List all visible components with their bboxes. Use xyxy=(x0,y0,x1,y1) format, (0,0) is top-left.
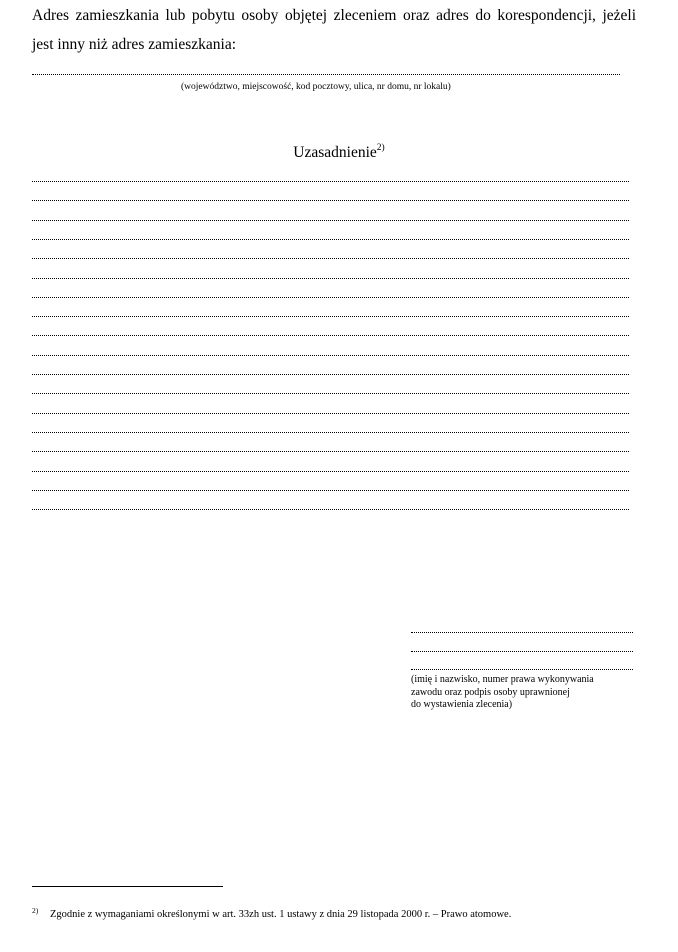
justification-fill-line[interactable] xyxy=(32,432,629,433)
footnote xyxy=(32,908,511,921)
signature-caption-line: (imię i nazwisko, numer prawa wykonywania xyxy=(411,674,594,685)
justification-fill-line[interactable] xyxy=(32,181,629,182)
address-prompt-line-1: Adres zamieszkania lub pobytu osoby objętej zleceniem oraz adres do korespondencji, jeżeli xyxy=(32,7,636,24)
justification-fill-line[interactable] xyxy=(32,278,629,279)
signature-caption-line: zawodu oraz podpis osoby uprawnionej xyxy=(411,686,570,698)
justification-footnote-ref: 2) xyxy=(376,143,385,153)
signature-fill-line[interactable] xyxy=(411,651,633,652)
justification-title-text: Uzasadnienie xyxy=(293,144,377,161)
justification-fill-line[interactable] xyxy=(32,393,629,394)
justification-fill-line[interactable] xyxy=(32,509,629,510)
justification-fill-line[interactable] xyxy=(32,471,629,472)
footnote-mark: 2) xyxy=(32,906,39,915)
justification-fill-line[interactable] xyxy=(32,200,629,201)
justification-fill-line[interactable] xyxy=(32,335,629,336)
justification-fill-line[interactable] xyxy=(32,220,629,221)
justification-fill-line[interactable] xyxy=(32,297,629,298)
justification-fill-line[interactable] xyxy=(32,316,629,317)
signature-fill-line[interactable] xyxy=(411,669,633,670)
signature-caption xyxy=(411,674,594,712)
signature-caption-line: do wystawienia zlecenia) xyxy=(411,699,513,710)
justification-fill-line[interactable] xyxy=(32,490,629,491)
justification-fill-line[interactable] xyxy=(32,374,629,375)
justification-fill-line[interactable] xyxy=(32,239,629,240)
address-fill-line[interactable] xyxy=(32,74,620,75)
signature-fill-line[interactable] xyxy=(411,632,633,633)
address-caption: (województwo, miejscowość, kod pocztowy, ulica, nr domu, nr lokalu) xyxy=(181,82,451,92)
footnote-text: Zgodnie z wymaganiami określonymi w art. 33zh ust. 1 ustawy z dnia 29 listopada 2000 r. – Prawo atomowe. xyxy=(50,909,512,920)
justification-fill-line[interactable] xyxy=(32,258,629,259)
justification-fill-line[interactable] xyxy=(32,413,629,414)
justification-title xyxy=(0,144,678,162)
justification-fill-line[interactable] xyxy=(32,451,629,452)
justification-fill-line[interactable] xyxy=(32,355,629,356)
address-prompt-line-2: jest inny niż adres zamieszkania: xyxy=(32,36,237,53)
footnote-separator xyxy=(32,886,223,887)
